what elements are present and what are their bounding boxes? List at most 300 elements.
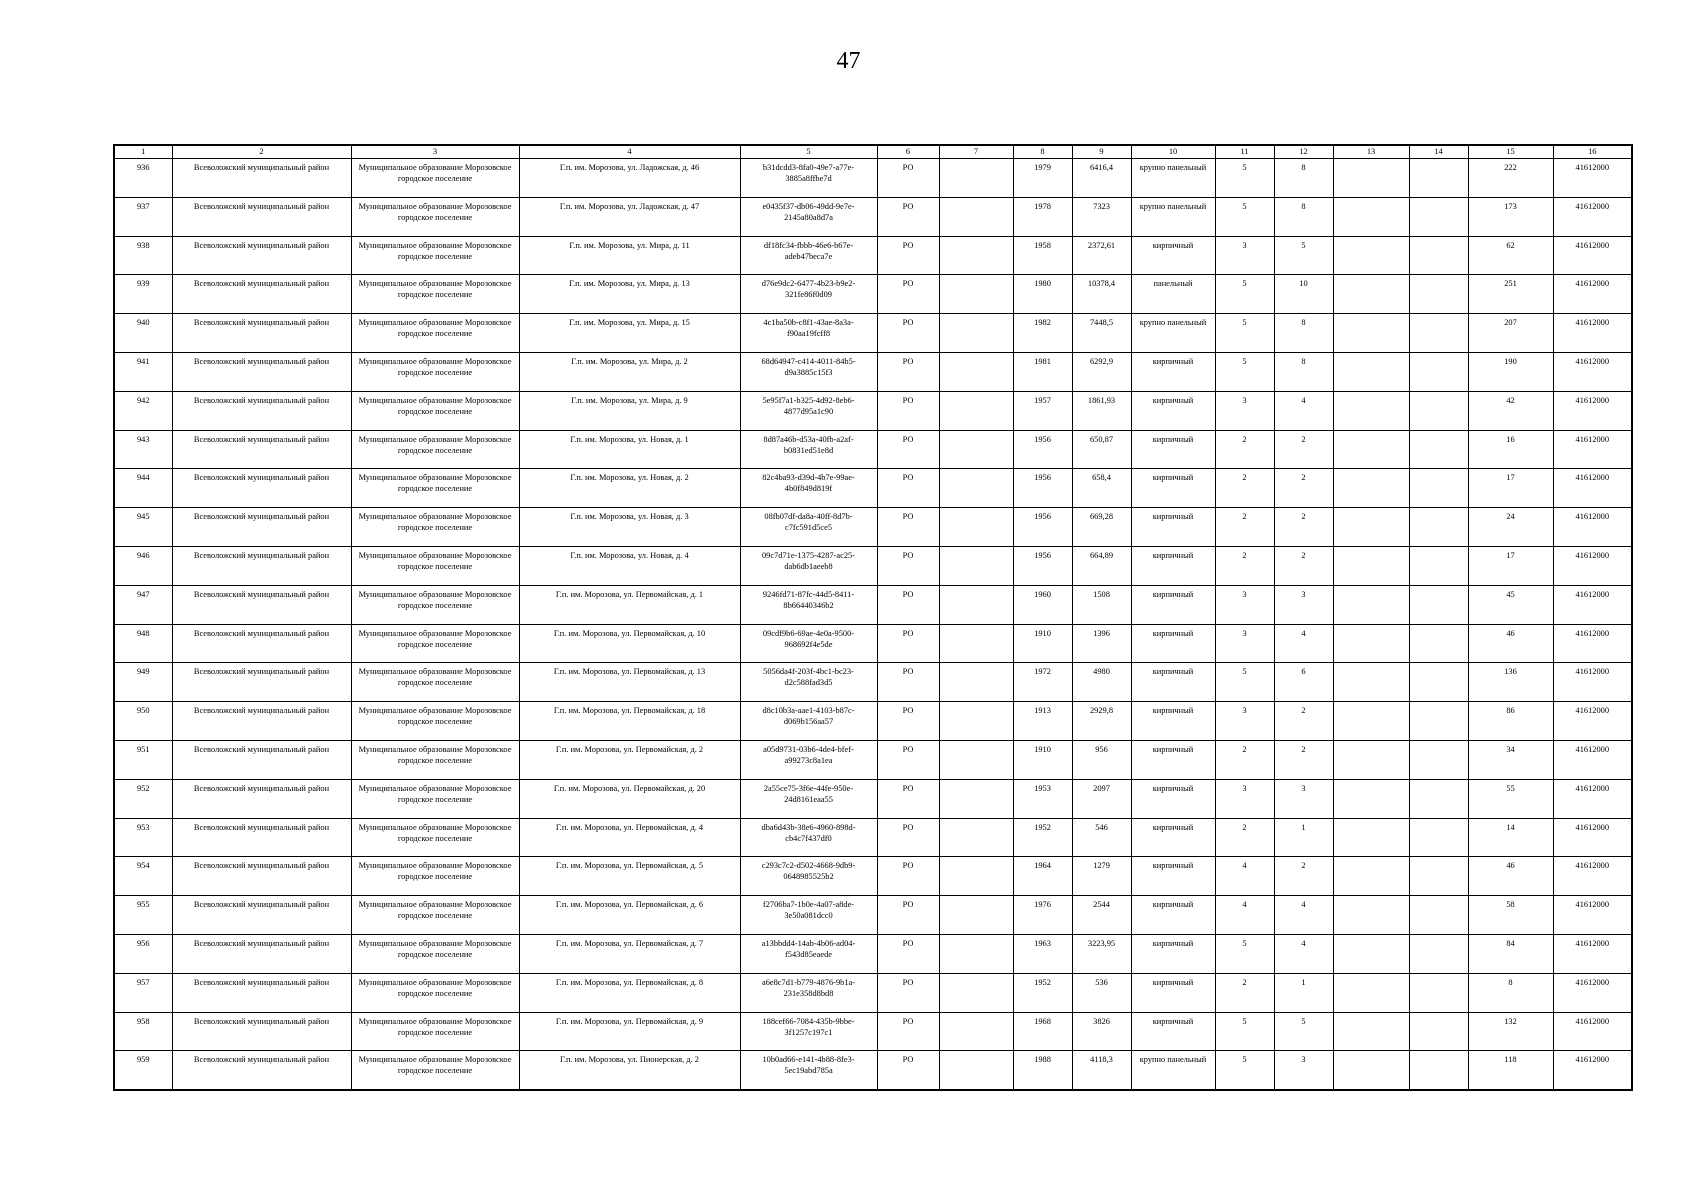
table-row <box>114 857 1632 896</box>
cell-wall-material: кирпичный <box>1131 740 1215 779</box>
cell-entrances: 4 <box>1274 391 1333 430</box>
cell-area: 669,28 <box>1072 508 1131 547</box>
cell-address: Г.п. им. Морозова, ул. Новая, д. 1 <box>519 430 740 469</box>
column-number: 5 <box>740 145 877 159</box>
cell-wall-material: кирпичный <box>1131 779 1215 818</box>
cell-municipality: Муниципальное образование Морозовское городское поселение <box>351 508 519 547</box>
cell-col-14 <box>1409 1012 1468 1051</box>
cell-house-id: b31dcdd3-8fa0-49e7-a77e-3885a8ffbe7d <box>740 159 877 198</box>
cell-entrances: 6 <box>1274 663 1333 702</box>
table-body <box>114 159 1632 1090</box>
cell-floors: 4 <box>1215 857 1274 896</box>
cell-oktmo-code: 41612000 <box>1553 275 1632 314</box>
cell-address: Г.п. им. Морозова, ул. Ладожская, д. 47 <box>519 197 740 236</box>
cell-house-id: 9246fd71-87fc-44d5-8411-8b66440346b2 <box>740 585 877 624</box>
cell-address: Г.п. им. Морозова, ул. Первомайская, д. 1 <box>519 585 740 624</box>
cell-residents: 42 <box>1468 391 1553 430</box>
cell-fund-type: РО <box>877 779 939 818</box>
cell-area: 546 <box>1072 818 1131 857</box>
table-row <box>114 159 1632 198</box>
cell-district: Всеволожский муниципальный район <box>172 546 351 585</box>
cell-district: Всеволожский муниципальный район <box>172 1012 351 1051</box>
cell-residents: 136 <box>1468 663 1553 702</box>
cell-area: 1396 <box>1072 624 1131 663</box>
cell-row-number: 949 <box>114 663 172 702</box>
cell-oktmo-code: 41612000 <box>1553 702 1632 741</box>
cell-district: Всеволожский муниципальный район <box>172 508 351 547</box>
table-row <box>114 275 1632 314</box>
cell-year-built: 1963 <box>1013 934 1072 973</box>
cell-house-id: 09c7d71e-1375-4287-ac25-dab6db1aeeb8 <box>740 546 877 585</box>
cell-area: 3826 <box>1072 1012 1131 1051</box>
cell-oktmo-code: 41612000 <box>1553 818 1632 857</box>
cell-year-built: 1956 <box>1013 508 1072 547</box>
cell-col-7 <box>939 391 1013 430</box>
cell-col-7 <box>939 1012 1013 1051</box>
cell-wall-material: кирпичный <box>1131 508 1215 547</box>
cell-residents: 118 <box>1468 1051 1553 1090</box>
page-number: 47 <box>836 48 861 74</box>
cell-oktmo-code: 41612000 <box>1553 973 1632 1012</box>
table-row <box>114 624 1632 663</box>
column-number: 11 <box>1215 145 1274 159</box>
cell-col-13 <box>1333 391 1409 430</box>
cell-wall-material: кирпичный <box>1131 391 1215 430</box>
cell-oktmo-code: 41612000 <box>1553 236 1632 275</box>
cell-col-13 <box>1333 430 1409 469</box>
cell-col-7 <box>939 818 1013 857</box>
cell-residents: 17 <box>1468 469 1553 508</box>
cell-fund-type: РО <box>877 702 939 741</box>
cell-district: Всеволожский муниципальный район <box>172 818 351 857</box>
cell-col-14 <box>1409 1051 1468 1090</box>
cell-oktmo-code: 41612000 <box>1553 1012 1632 1051</box>
cell-col-13 <box>1333 236 1409 275</box>
cell-floors: 2 <box>1215 469 1274 508</box>
cell-row-number: 941 <box>114 352 172 391</box>
cell-municipality: Муниципальное образование Морозовское городское поселение <box>351 663 519 702</box>
cell-col-14 <box>1409 391 1468 430</box>
cell-residents: 45 <box>1468 585 1553 624</box>
cell-area: 2372,61 <box>1072 236 1131 275</box>
cell-municipality: Муниципальное образование Морозовское городское поселение <box>351 314 519 353</box>
table-row <box>114 779 1632 818</box>
cell-col-14 <box>1409 973 1468 1012</box>
cell-municipality: Муниципальное образование Морозовское городское поселение <box>351 546 519 585</box>
cell-row-number: 951 <box>114 740 172 779</box>
column-number: 13 <box>1333 145 1409 159</box>
cell-district: Всеволожский муниципальный район <box>172 973 351 1012</box>
column-number: 8 <box>1013 145 1072 159</box>
cell-entrances: 2 <box>1274 430 1333 469</box>
cell-col-13 <box>1333 779 1409 818</box>
cell-house-id: 188cef66-7084-435b-9bbe-3f1257c197c1 <box>740 1012 877 1051</box>
cell-municipality: Муниципальное образование Морозовское городское поселение <box>351 352 519 391</box>
cell-col-14 <box>1409 934 1468 973</box>
cell-entrances: 2 <box>1274 469 1333 508</box>
cell-col-7 <box>939 275 1013 314</box>
cell-row-number: 955 <box>114 896 172 935</box>
cell-district: Всеволожский муниципальный район <box>172 934 351 973</box>
column-number: 15 <box>1468 145 1553 159</box>
cell-oktmo-code: 41612000 <box>1553 391 1632 430</box>
cell-col-7 <box>939 236 1013 275</box>
cell-address: Г.п. им. Морозова, ул. Первомайская, д. 4 <box>519 818 740 857</box>
cell-row-number: 937 <box>114 197 172 236</box>
cell-oktmo-code: 41612000 <box>1553 508 1632 547</box>
cell-year-built: 1968 <box>1013 1012 1072 1051</box>
cell-row-number: 944 <box>114 469 172 508</box>
cell-address: Г.п. им. Морозова, ул. Мира, д. 11 <box>519 236 740 275</box>
cell-fund-type: РО <box>877 896 939 935</box>
cell-floors: 5 <box>1215 275 1274 314</box>
cell-wall-material: кирпичный <box>1131 469 1215 508</box>
cell-floors: 2 <box>1215 973 1274 1012</box>
cell-fund-type: РО <box>877 469 939 508</box>
cell-municipality: Муниципальное образование Морозовское городское поселение <box>351 973 519 1012</box>
cell-floors: 2 <box>1215 430 1274 469</box>
cell-wall-material: кирпичный <box>1131 352 1215 391</box>
cell-municipality: Муниципальное образование Морозовское городское поселение <box>351 702 519 741</box>
table-row <box>114 818 1632 857</box>
cell-floors: 2 <box>1215 546 1274 585</box>
cell-year-built: 1952 <box>1013 973 1072 1012</box>
column-number: 16 <box>1553 145 1632 159</box>
cell-area: 2544 <box>1072 896 1131 935</box>
cell-oktmo-code: 41612000 <box>1553 896 1632 935</box>
cell-oktmo-code: 41612000 <box>1553 197 1632 236</box>
cell-address: Г.п. им. Морозова, ул. Мира, д. 13 <box>519 275 740 314</box>
cell-floors: 2 <box>1215 740 1274 779</box>
cell-col-13 <box>1333 857 1409 896</box>
cell-address: Г.п. им. Морозова, ул. Первомайская, д. 13 <box>519 663 740 702</box>
cell-district: Всеволожский муниципальный район <box>172 663 351 702</box>
cell-wall-material: крупно панельный <box>1131 314 1215 353</box>
cell-col-7 <box>939 352 1013 391</box>
cell-address: Г.п. им. Морозова, ул. Первомайская, д. 2 <box>519 740 740 779</box>
cell-municipality: Муниципальное образование Морозовское городское поселение <box>351 934 519 973</box>
cell-wall-material: кирпичный <box>1131 973 1215 1012</box>
cell-fund-type: РО <box>877 159 939 198</box>
table-row <box>114 740 1632 779</box>
cell-address: Г.п. им. Морозова, ул. Первомайская, д. 9 <box>519 1012 740 1051</box>
cell-district: Всеволожский муниципальный район <box>172 430 351 469</box>
cell-floors: 3 <box>1215 779 1274 818</box>
cell-residents: 55 <box>1468 779 1553 818</box>
cell-residents: 8 <box>1468 973 1553 1012</box>
cell-floors: 3 <box>1215 585 1274 624</box>
cell-fund-type: РО <box>877 740 939 779</box>
table-row <box>114 1051 1632 1090</box>
column-number: 7 <box>939 145 1013 159</box>
cell-col-14 <box>1409 624 1468 663</box>
cell-row-number: 940 <box>114 314 172 353</box>
cell-district: Всеволожский муниципальный район <box>172 585 351 624</box>
cell-col-13 <box>1333 663 1409 702</box>
cell-house-id: 09cdf9b6-69ae-4e0a-9500-968692f4e5de <box>740 624 877 663</box>
cell-address: Г.п. им. Морозова, ул. Новая, д. 2 <box>519 469 740 508</box>
cell-house-id: a13bbdd4-14ab-4b06-ad04-f543d85eaede <box>740 934 877 973</box>
cell-col-7 <box>939 624 1013 663</box>
cell-residents: 16 <box>1468 430 1553 469</box>
cell-area: 956 <box>1072 740 1131 779</box>
cell-floors: 5 <box>1215 1012 1274 1051</box>
cell-municipality: Муниципальное образование Морозовское городское поселение <box>351 818 519 857</box>
cell-col-14 <box>1409 779 1468 818</box>
cell-house-id: f2706ba7-1b0e-4a07-a8de-3e50a081dcc0 <box>740 896 877 935</box>
cell-municipality: Муниципальное образование Морозовское городское поселение <box>351 197 519 236</box>
cell-wall-material: крупно панельный <box>1131 159 1215 198</box>
cell-address: Г.п. им. Морозова, ул. Пионерская, д. 2 <box>519 1051 740 1090</box>
cell-wall-material: кирпичный <box>1131 546 1215 585</box>
cell-year-built: 1910 <box>1013 624 1072 663</box>
table-row <box>114 352 1632 391</box>
cell-house-id: 68d64947-c414-4011-84b5-d9a3885c15f3 <box>740 352 877 391</box>
cell-area: 2097 <box>1072 779 1131 818</box>
table-row <box>114 585 1632 624</box>
cell-municipality: Муниципальное образование Морозовское городское поселение <box>351 779 519 818</box>
cell-entrances: 8 <box>1274 159 1333 198</box>
cell-col-13 <box>1333 896 1409 935</box>
cell-district: Всеволожский муниципальный район <box>172 702 351 741</box>
cell-address: Г.п. им. Морозова, ул. Мира, д. 15 <box>519 314 740 353</box>
cell-fund-type: РО <box>877 391 939 430</box>
cell-col-14 <box>1409 508 1468 547</box>
cell-row-number: 957 <box>114 973 172 1012</box>
cell-wall-material: кирпичный <box>1131 857 1215 896</box>
cell-oktmo-code: 41612000 <box>1553 159 1632 198</box>
cell-row-number: 952 <box>114 779 172 818</box>
cell-floors: 5 <box>1215 159 1274 198</box>
cell-year-built: 1913 <box>1013 702 1072 741</box>
cell-oktmo-code: 41612000 <box>1553 314 1632 353</box>
cell-oktmo-code: 41612000 <box>1553 779 1632 818</box>
cell-year-built: 1976 <box>1013 896 1072 935</box>
cell-fund-type: РО <box>877 546 939 585</box>
cell-fund-type: РО <box>877 1051 939 1090</box>
cell-house-id: 8d87a46b-d53a-40fb-a2af-b0831ed51e8d <box>740 430 877 469</box>
cell-floors: 3 <box>1215 236 1274 275</box>
cell-col-7 <box>939 585 1013 624</box>
cell-district: Всеволожский муниципальный район <box>172 197 351 236</box>
cell-col-7 <box>939 469 1013 508</box>
cell-year-built: 1981 <box>1013 352 1072 391</box>
column-number: 12 <box>1274 145 1333 159</box>
cell-area: 7448,5 <box>1072 314 1131 353</box>
cell-year-built: 1972 <box>1013 663 1072 702</box>
cell-col-7 <box>939 663 1013 702</box>
table-row <box>114 663 1632 702</box>
cell-fund-type: РО <box>877 430 939 469</box>
cell-area: 650,87 <box>1072 430 1131 469</box>
cell-year-built: 1980 <box>1013 275 1072 314</box>
cell-entrances: 5 <box>1274 236 1333 275</box>
cell-col-13 <box>1333 275 1409 314</box>
cell-row-number: 939 <box>114 275 172 314</box>
cell-municipality: Муниципальное образование Морозовское городское поселение <box>351 275 519 314</box>
column-number: 6 <box>877 145 939 159</box>
cell-house-id: df18fc34-fbbb-46e6-b67e-adeb47beca7e <box>740 236 877 275</box>
cell-col-14 <box>1409 197 1468 236</box>
cell-col-14 <box>1409 469 1468 508</box>
cell-area: 536 <box>1072 973 1131 1012</box>
cell-municipality: Муниципальное образование Морозовское городское поселение <box>351 740 519 779</box>
column-number: 3 <box>351 145 519 159</box>
cell-residents: 173 <box>1468 197 1553 236</box>
cell-municipality: Муниципальное образование Морозовское городское поселение <box>351 624 519 663</box>
table-row <box>114 236 1632 275</box>
cell-residents: 58 <box>1468 896 1553 935</box>
cell-year-built: 1964 <box>1013 857 1072 896</box>
cell-row-number: 938 <box>114 236 172 275</box>
cell-entrances: 4 <box>1274 896 1333 935</box>
cell-residents: 17 <box>1468 546 1553 585</box>
cell-area: 6416,4 <box>1072 159 1131 198</box>
table-row <box>114 973 1632 1012</box>
cell-floors: 3 <box>1215 702 1274 741</box>
cell-entrances: 10 <box>1274 275 1333 314</box>
cell-col-13 <box>1333 818 1409 857</box>
cell-wall-material: кирпичный <box>1131 430 1215 469</box>
cell-row-number: 943 <box>114 430 172 469</box>
cell-entrances: 4 <box>1274 934 1333 973</box>
cell-entrances: 1 <box>1274 973 1333 1012</box>
cell-oktmo-code: 41612000 <box>1553 1051 1632 1090</box>
cell-row-number: 942 <box>114 391 172 430</box>
cell-fund-type: РО <box>877 818 939 857</box>
cell-oktmo-code: 41612000 <box>1553 585 1632 624</box>
cell-floors: 5 <box>1215 663 1274 702</box>
cell-residents: 46 <box>1468 624 1553 663</box>
cell-col-13 <box>1333 159 1409 198</box>
cell-district: Всеволожский муниципальный район <box>172 896 351 935</box>
cell-fund-type: РО <box>877 236 939 275</box>
cell-col-14 <box>1409 740 1468 779</box>
cell-district: Всеволожский муниципальный район <box>172 275 351 314</box>
cell-district: Всеволожский муниципальный район <box>172 314 351 353</box>
cell-entrances: 2 <box>1274 546 1333 585</box>
cell-year-built: 1956 <box>1013 430 1072 469</box>
cell-area: 4980 <box>1072 663 1131 702</box>
cell-district: Всеволожский муниципальный район <box>172 391 351 430</box>
cell-house-id: d76e9dc2-6477-4b23-b9e2-321fe86f0d09 <box>740 275 877 314</box>
cell-fund-type: РО <box>877 973 939 1012</box>
column-number: 14 <box>1409 145 1468 159</box>
cell-col-7 <box>939 973 1013 1012</box>
cell-residents: 46 <box>1468 857 1553 896</box>
cell-wall-material: кирпичный <box>1131 663 1215 702</box>
cell-col-7 <box>939 857 1013 896</box>
cell-area: 2929,8 <box>1072 702 1131 741</box>
cell-year-built: 1956 <box>1013 546 1072 585</box>
cell-address: Г.п. им. Морозова, ул. Первомайская, д. 7 <box>519 934 740 973</box>
cell-entrances: 4 <box>1274 624 1333 663</box>
cell-house-id: 5056da4f-203f-4bc1-bc23-d2c588fad3d5 <box>740 663 877 702</box>
cell-row-number: 954 <box>114 857 172 896</box>
cell-fund-type: РО <box>877 197 939 236</box>
cell-floors: 5 <box>1215 197 1274 236</box>
cell-address: Г.п. им. Морозова, ул. Мира, д. 2 <box>519 352 740 391</box>
column-number: 10 <box>1131 145 1215 159</box>
cell-residents: 62 <box>1468 236 1553 275</box>
cell-address: Г.п. им. Морозова, ул. Первомайская, д. 20 <box>519 779 740 818</box>
cell-area: 10378,4 <box>1072 275 1131 314</box>
cell-district: Всеволожский муниципальный район <box>172 740 351 779</box>
cell-area: 7323 <box>1072 197 1131 236</box>
table-row <box>114 391 1632 430</box>
cell-year-built: 1982 <box>1013 314 1072 353</box>
cell-row-number: 958 <box>114 1012 172 1051</box>
cell-col-14 <box>1409 352 1468 391</box>
cell-municipality: Муниципальное образование Морозовское городское поселение <box>351 159 519 198</box>
cell-municipality: Муниципальное образование Морозовское городское поселение <box>351 391 519 430</box>
cell-wall-material: кирпичный <box>1131 624 1215 663</box>
cell-col-13 <box>1333 740 1409 779</box>
cell-entrances: 3 <box>1274 1051 1333 1090</box>
cell-district: Всеволожский муниципальный район <box>172 857 351 896</box>
cell-floors: 3 <box>1215 624 1274 663</box>
column-number: 4 <box>519 145 740 159</box>
cell-floors: 5 <box>1215 1051 1274 1090</box>
cell-fund-type: РО <box>877 352 939 391</box>
cell-col-13 <box>1333 702 1409 741</box>
table-row <box>114 469 1632 508</box>
cell-floors: 3 <box>1215 391 1274 430</box>
cell-row-number: 948 <box>114 624 172 663</box>
cell-address: Г.п. им. Морозова, ул. Первомайская, д. 10 <box>519 624 740 663</box>
column-number: 2 <box>172 145 351 159</box>
cell-address: Г.п. им. Морозова, ул. Мира, д. 9 <box>519 391 740 430</box>
cell-entrances: 2 <box>1274 702 1333 741</box>
cell-address: Г.п. им. Морозова, ул. Новая, д. 3 <box>519 508 740 547</box>
cell-row-number: 945 <box>114 508 172 547</box>
table-row <box>114 197 1632 236</box>
cell-municipality: Муниципальное образование Морозовское городское поселение <box>351 1012 519 1051</box>
cell-house-id: 82c4ba93-d39d-4b7e-99ae-4b0f849d819f <box>740 469 877 508</box>
cell-address: Г.п. им. Морозова, ул. Первомайская, д. 8 <box>519 973 740 1012</box>
cell-col-7 <box>939 197 1013 236</box>
cell-year-built: 1958 <box>1013 236 1072 275</box>
cell-house-id: a6e8c7d1-b779-4876-9b1a-231e358d8bd8 <box>740 973 877 1012</box>
cell-col-14 <box>1409 585 1468 624</box>
cell-fund-type: РО <box>877 934 939 973</box>
cell-entrances: 1 <box>1274 818 1333 857</box>
cell-address: Г.п. им. Морозова, ул. Ладожская, д. 46 <box>519 159 740 198</box>
cell-address: Г.п. им. Морозова, ул. Новая, д. 4 <box>519 546 740 585</box>
cell-fund-type: РО <box>877 275 939 314</box>
cell-floors: 5 <box>1215 352 1274 391</box>
cell-district: Всеволожский муниципальный район <box>172 1051 351 1090</box>
cell-fund-type: РО <box>877 663 939 702</box>
cell-oktmo-code: 41612000 <box>1553 740 1632 779</box>
cell-col-7 <box>939 546 1013 585</box>
cell-residents: 251 <box>1468 275 1553 314</box>
cell-fund-type: РО <box>877 585 939 624</box>
cell-col-13 <box>1333 469 1409 508</box>
cell-house-id: 08fb07df-da8a-40ff-8d7b-c7fc591d5ce5 <box>740 508 877 547</box>
cell-floors: 5 <box>1215 934 1274 973</box>
cell-wall-material: кирпичный <box>1131 1012 1215 1051</box>
cell-entrances: 8 <box>1274 352 1333 391</box>
cell-col-14 <box>1409 314 1468 353</box>
cell-col-13 <box>1333 934 1409 973</box>
cell-wall-material: панельный <box>1131 275 1215 314</box>
cell-address: Г.п. им. Морозова, ул. Первомайская, д. 6 <box>519 896 740 935</box>
cell-district: Всеволожский муниципальный район <box>172 624 351 663</box>
cell-row-number: 953 <box>114 818 172 857</box>
table-row <box>114 546 1632 585</box>
cell-col-7 <box>939 896 1013 935</box>
